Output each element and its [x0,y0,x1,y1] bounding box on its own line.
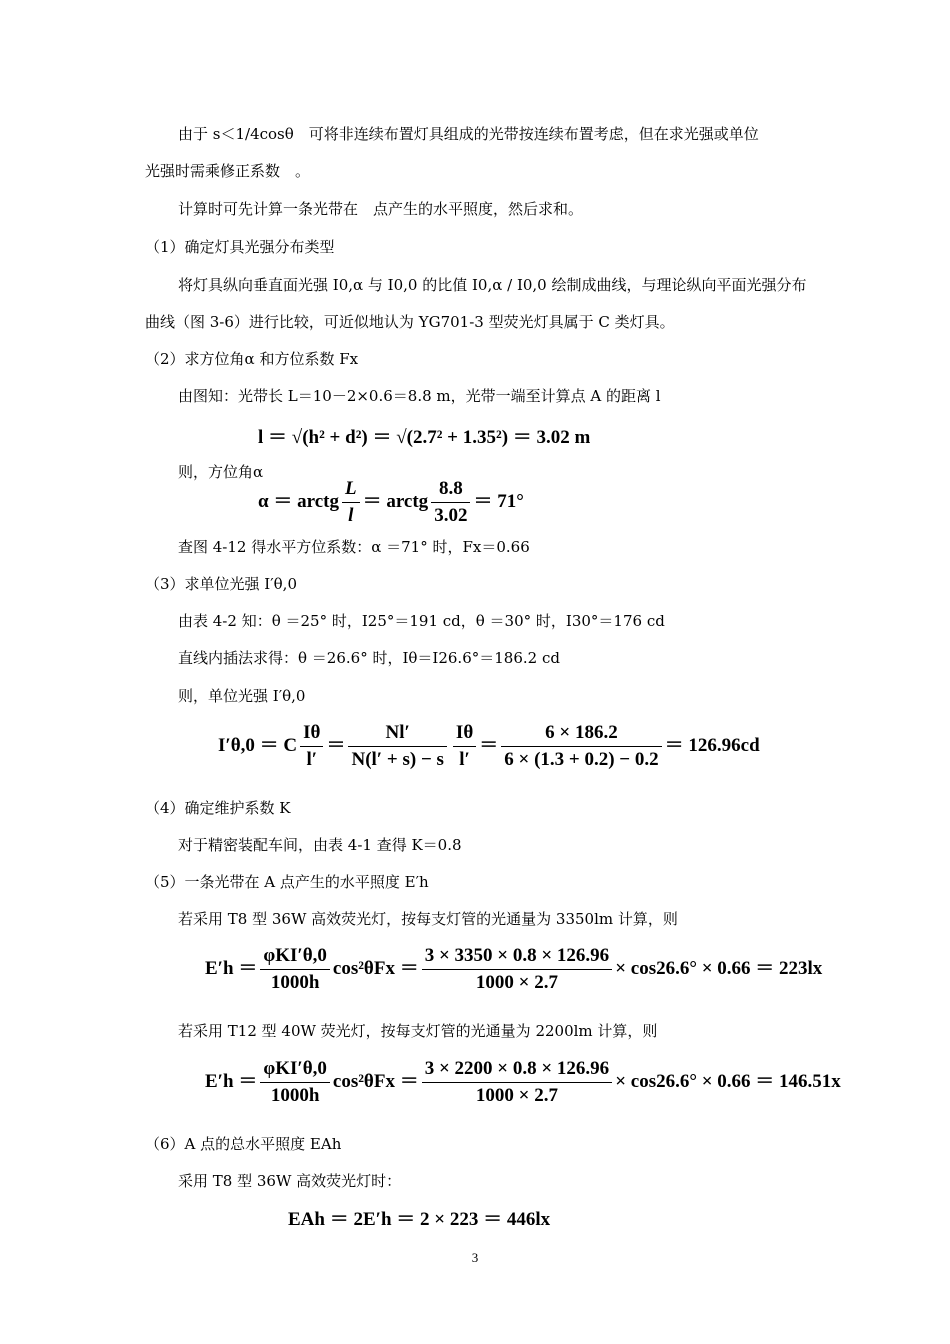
eq-part: cos²θFx ＝ [332,957,419,979]
eq-part: E′h ＝ [205,1070,258,1092]
section-heading: （2）求方位角α 和方位系数 Fx [145,350,359,368]
paragraph-text: 计算时可先计算一条光带在 点产生的水平照度，然后求和。 [178,200,584,218]
equation-azimuth [258,478,524,527]
fraction [453,722,476,771]
page-number: 3 [471,1250,479,1265]
eq-part: ＝ arctg [362,490,429,512]
eq-part: ＝ 71° [473,490,524,512]
denominator: l [348,505,354,526]
paragraph-text: 由图知：光带长 L＝10－2×0.6＝8.8 m，光带一端至计算点 A 的距离 l [178,387,661,405]
paragraph-text: 直线内插法求得：θ ＝26.6° 时，Iθ＝I26.6°＝186.2 cd [178,649,560,667]
denominator: 1000h [270,1085,320,1106]
numerator: φKI′θ,0 [260,945,330,970]
paragraph-text: 则，单位光强 I′θ,0 [178,687,306,705]
numerator: 8.8 [431,478,470,503]
section-heading: （6）A 点的总水平照度 EAh [145,1135,342,1153]
paragraph-text: 采用 T8 型 36W 高效荧光灯时： [178,1172,402,1190]
paragraph-text: 若采用 T8 型 36W 高效荧光灯，按每支灯管的光通量为 3350lm 计算，则 [178,910,678,928]
paragraph-text: 若采用 T12 型 40W 荧光灯，按每支灯管的光通量为 2200lm 计算，则 [178,1022,658,1040]
paragraph-text: 则，方位角α [178,463,264,481]
equation-distance: l ＝ √(h² + d²) ＝ √(2.7² + 1.35²) ＝ 3.02 m [258,427,591,448]
fraction [300,722,323,771]
eq-part: ＝ 126.96cd [664,734,760,756]
fraction [260,1058,330,1107]
paragraph-text: 查图 4-12 得水平方位系数：α ＝71° 时，Fx＝0.66 [178,538,530,556]
fraction [431,478,470,527]
paragraph-text: 将灯具纵向垂直面光强 I0,α 与 I0,0 的比值 I0,α / I0,0 绘制成曲线，与理论纵向平面光强分布 [178,276,807,294]
eq-part: × cos26.6° × 0.66 ＝ 146.51x [615,1070,841,1092]
section-heading: （1）确定灯具光强分布类型 [145,238,335,256]
section-heading: （5）一条光带在 A 点产生的水平照度 E′h [145,873,429,891]
fraction [260,945,330,994]
equation-illuminance-t12 [205,1058,841,1107]
paragraph-text: 曲线（图 3-6）进行比较，可近似地认为 YG701-3 型荧光灯具属于 C 类灯具。 [145,313,675,331]
denominator: N(l′ + s) − s [351,749,444,770]
paragraph-text: 光强时需乘修正系数 。 [145,162,311,180]
denominator: 1000 × 2.7 [475,1085,558,1106]
denominator: l′ [306,749,318,770]
numerator: 3 × 2200 × 0.8 × 126.96 [422,1058,612,1083]
denominator: 1000 × 2.7 [475,972,558,993]
paragraph-text: 对于精密装配车间，由表 4-1 查得 K＝0.8 [178,836,462,854]
numerator: 3 × 3350 × 0.8 × 126.96 [422,945,612,970]
numerator: Nl′ [348,722,446,747]
numerator: L [342,478,360,503]
eq-part: α ＝ arctg [258,490,339,512]
eq-part: cos²θFx ＝ [332,1070,419,1092]
section-heading: （3）求单位光强 I′θ,0 [145,575,297,593]
equation-unit-intensity: I′θ,0 ＝ C $\frac{I\theta}{l'}$ ＝ $\frac{Nl'}{N(l' + s) - s}$ $\frac{I\theta}{l'}$ ＝ $\frac{6 \times 186.2}{6 \times (1.3 + 0.2) - 0.2}$ ＝ 126.96cd [218,722,760,770]
numerator: Iθ [300,722,323,747]
denominator: 1000h [270,972,320,993]
denominator: 3.02 [434,505,468,526]
section-heading: （4）确定维护系数 K [145,799,291,817]
numerator: Iθ [453,722,476,747]
fraction [348,722,446,771]
numerator: 6 × 186.2 [501,722,661,747]
eq-part: I′θ,0 ＝ C [218,734,298,756]
fraction [422,1058,612,1107]
denominator: l′ [459,749,470,770]
fraction [422,945,612,994]
eq-part: E′h ＝ [205,957,258,979]
eq-part: × cos26.6° × 0.66 ＝ 223lx [615,957,823,979]
paragraph-text: 由表 4-2 知：θ ＝25° 时，I25°＝191 cd，θ ＝30° 时，I30°＝176 cd [178,612,665,630]
paragraph-text: 由于 s＜1/4cosθ 可将非连续布置灯具组成的光带按连续布置考虑，但在求光强或单位 [178,125,759,143]
equation-illuminance-t8 [205,945,822,994]
equation-total-illuminance: EAh ＝ 2E′h ＝ 2 × 223 ＝ 446lx [288,1209,551,1230]
numerator: φKI′θ,0 [260,1058,330,1083]
fraction [342,478,360,527]
denominator: 6 × (1.3 + 0.2) − 0.2 [504,749,659,770]
fraction [501,722,661,771]
